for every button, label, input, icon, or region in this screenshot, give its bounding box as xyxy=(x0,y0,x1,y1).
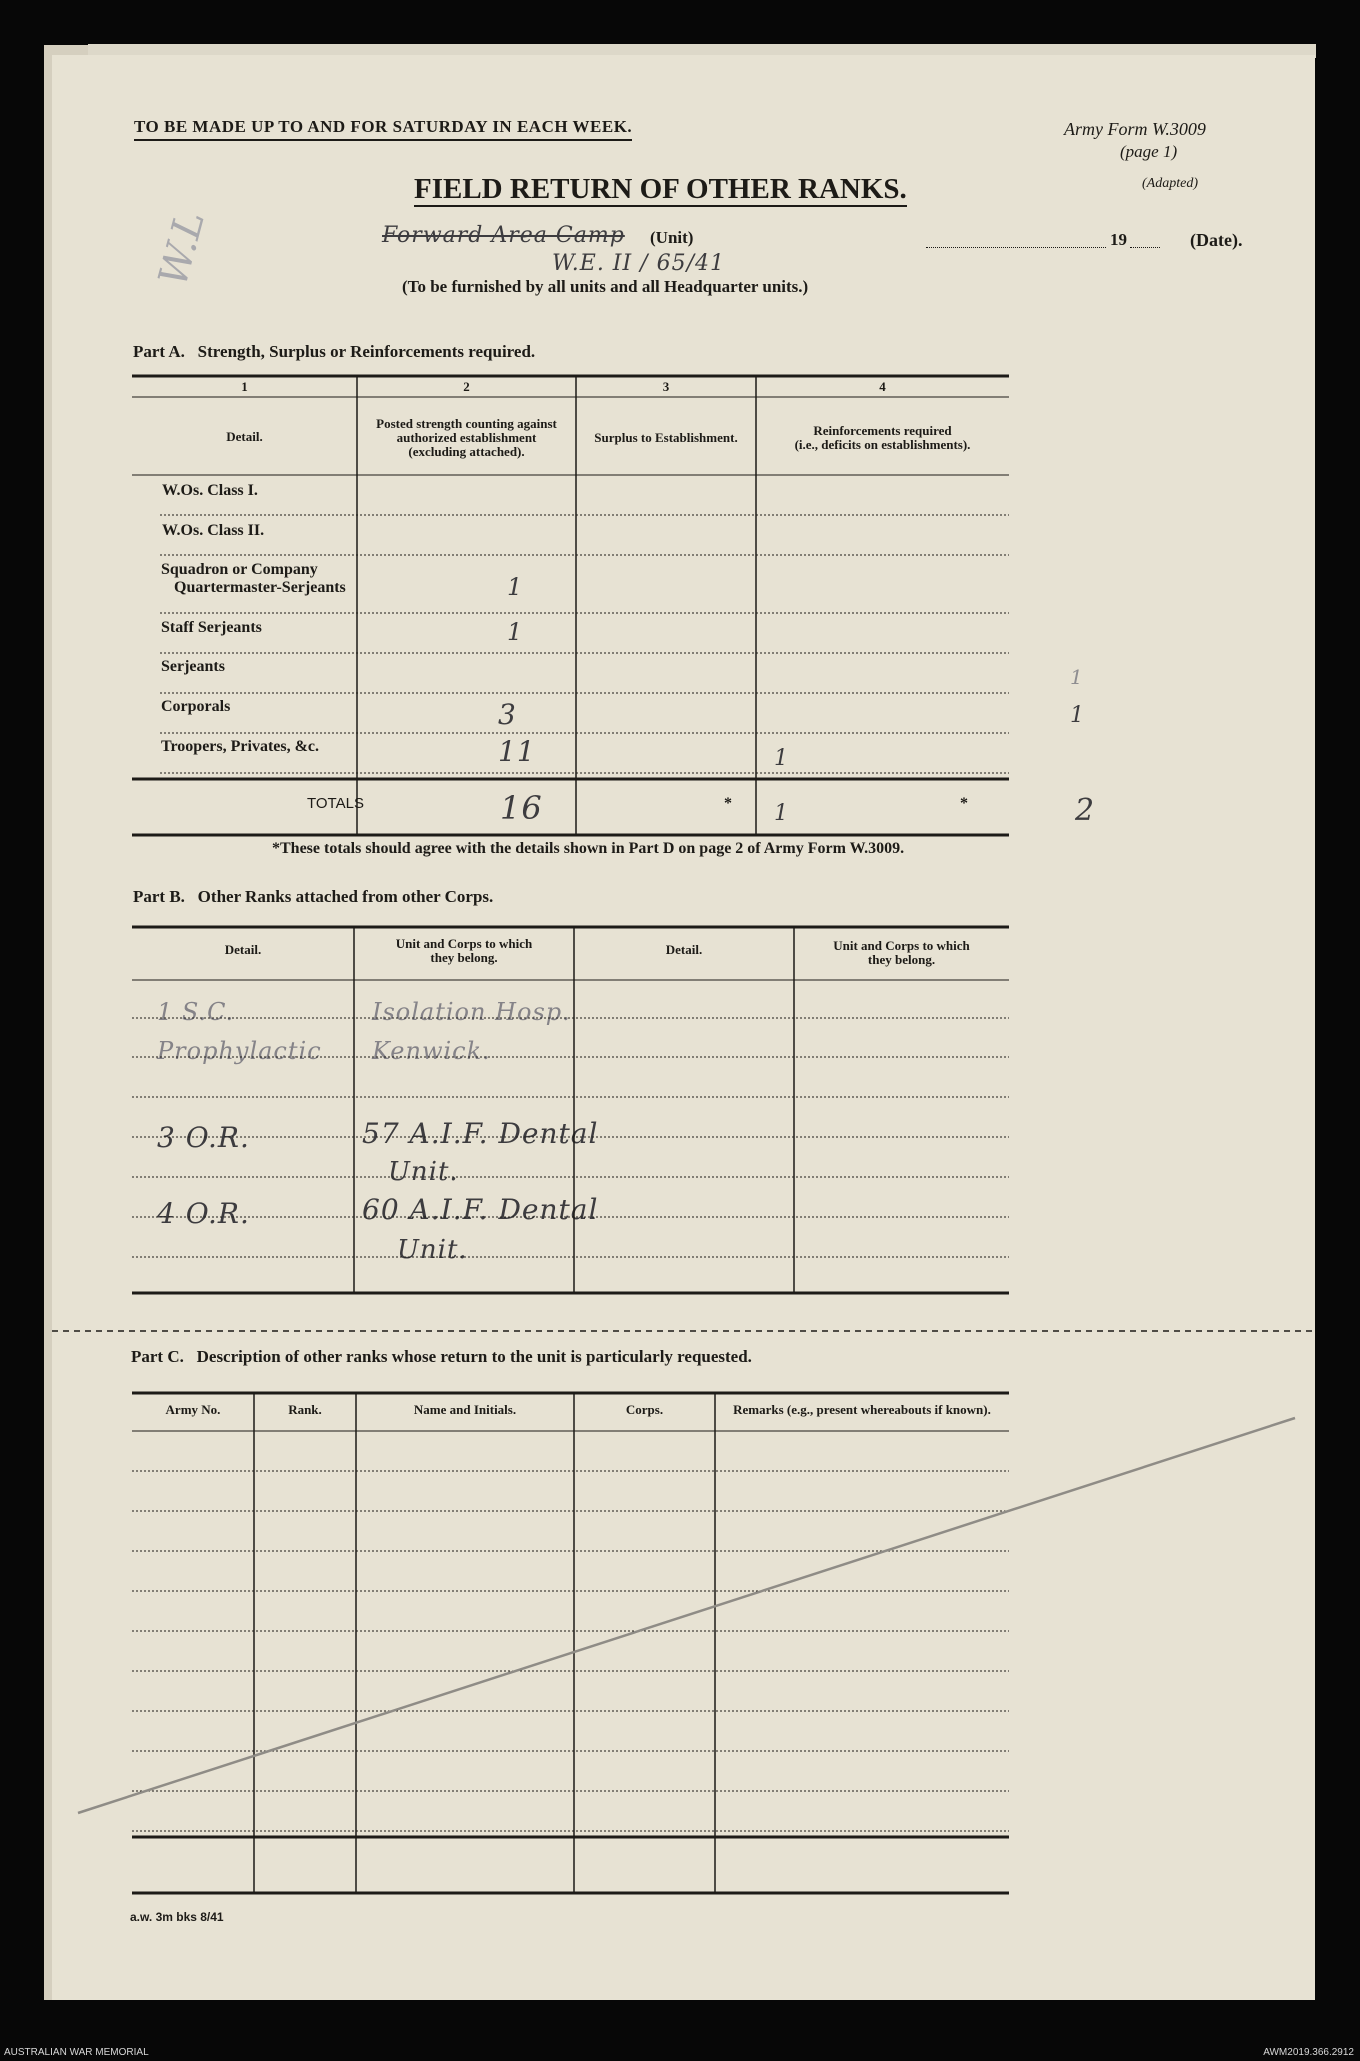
row-label-wo1: W.Os. Class I. xyxy=(162,482,258,499)
form-id: Army Form W.3009 xyxy=(1064,119,1206,139)
hw-total-posted: 16 xyxy=(500,789,543,827)
hw-b-detail-1: 1 S.C. xyxy=(157,998,235,1026)
row-label-wo2: W.Os. Class II. xyxy=(162,522,265,539)
row-label-troopers: Troopers, Privates, &c. xyxy=(161,738,320,755)
hw-b-unit-3: 57 A.I.F. Dental xyxy=(362,1117,599,1150)
part-c-col-name: Name and Initials. xyxy=(413,1402,517,1417)
hw-b-unit-1: Isolation Hosp. xyxy=(372,998,571,1026)
hw-cpls-reinf: 1 xyxy=(1070,703,1085,728)
hw-total-reinf: 2 xyxy=(1075,793,1096,828)
form-adapted: (Adapted) xyxy=(1142,176,1198,191)
hw-cqms-posted: 1 xyxy=(507,573,524,601)
year-prefix: 19 xyxy=(1110,230,1127,249)
part-a-col-num-1: 1 xyxy=(241,379,248,394)
hw-staff-sgts-posted: 1 xyxy=(507,618,524,646)
form-title: FIELD RETURN OF OTHER RANKS. xyxy=(414,173,907,205)
instruction-text: TO BE MADE UP TO AND FOR SATURDAY IN EACH WEEK. xyxy=(134,117,632,141)
hw-troopers-surplus: 1 xyxy=(774,746,789,771)
hw-troopers-posted: 11 xyxy=(498,735,536,768)
part-a-footnote: *These totals should agree with the details shown in Part D on page 2 of Army Form W.3009. xyxy=(272,840,905,857)
part-c-col-corps: Corps. xyxy=(625,1402,664,1417)
hw-b-unit-5b: Unit. xyxy=(397,1235,468,1265)
row-label-staff-sgts: Staff Serjeants xyxy=(161,619,262,636)
form-page: (page 1) xyxy=(1120,142,1178,161)
row-label-cqms-2: Quartermaster-Serjeants xyxy=(174,579,346,596)
row-label-cpls: Corporals xyxy=(161,698,231,715)
date-label: (Date). xyxy=(1190,230,1243,250)
hw-cpls-posted: 3 xyxy=(498,698,517,731)
hw-b-unit-5: 60 A.I.F. Dental xyxy=(362,1193,599,1226)
part-a-heading: Part A. Strength, Surplus or Reinforcements required. xyxy=(133,342,536,361)
furnish-note: (To be furnished by all units and all Headquarter units.) xyxy=(402,277,809,296)
part-c-col-remarks: Remarks (e.g., present whereabouts if known). xyxy=(733,1402,991,1417)
part-a-col-surplus: Surplus to Establishment. xyxy=(594,430,738,445)
part-c-heading: Part C. Description of other ranks whose return to the unit is particularly requested. xyxy=(131,1347,752,1366)
part-a-col-num-4: 4 xyxy=(879,379,886,394)
part-a-col-detail: Detail. xyxy=(226,429,263,444)
asterisk-surplus: * xyxy=(724,795,732,812)
hw-sgts-reinf: 1 xyxy=(1070,665,1084,689)
part-b-col-unit-left: Unit and Corps to which they belong. xyxy=(395,936,533,965)
asterisk-reinf: * xyxy=(960,795,968,812)
unit-label: (Unit) xyxy=(650,228,694,247)
hw-total-surplus: 1 xyxy=(774,801,789,826)
hw-b-unit-2: Kenwick. xyxy=(372,1037,491,1065)
footer-accession-number: AWM2019.366.2912 xyxy=(1263,2047,1354,2058)
part-c-col-rank: Rank. xyxy=(288,1402,322,1417)
printer-mark: a.w. 3m bks 8/41 xyxy=(130,1910,224,1924)
hw-b-detail-3: 3 O.R. xyxy=(157,1121,250,1154)
part-b-col-unit-right: Unit and Corps to which they belong. xyxy=(833,938,970,967)
part-a-col-num-3: 3 xyxy=(662,379,670,394)
footer-institution: AUSTRALIAN WAR MEMORIAL xyxy=(4,2047,149,2058)
hw-b-detail-5: 4 O.R. xyxy=(157,1197,250,1230)
part-a-col-posted: Posted strength counting against authorized establishment (excluding attached). xyxy=(376,416,557,459)
part-b-heading: Part B. Other Ranks attached from other Corps. xyxy=(133,887,494,906)
row-label-sgts: Serjeants xyxy=(161,658,225,675)
part-c-col-army-no: Army No. xyxy=(165,1402,221,1417)
totals-label: TOTALS xyxy=(307,795,364,812)
handwritten-margin-initials: W.L xyxy=(150,205,215,291)
hw-b-detail-2: Prophylactic xyxy=(157,1037,322,1065)
row-label-cqms: Squadron or Company xyxy=(161,561,318,578)
part-b-col-detail-left: Detail. xyxy=(224,942,262,957)
part-b-col-detail-right: Detail. xyxy=(665,942,703,957)
handwritten-we: W.E. II / 65/41 xyxy=(552,251,725,276)
handwritten-unit-name: Forward Area Camp xyxy=(382,223,625,248)
part-a-col-reinforcements: Reinforcements required (i.e., deficits on establishments). xyxy=(794,423,971,452)
part-a-col-num-2: 2 xyxy=(463,379,470,394)
hw-b-unit-3b: Unit. xyxy=(388,1157,459,1187)
